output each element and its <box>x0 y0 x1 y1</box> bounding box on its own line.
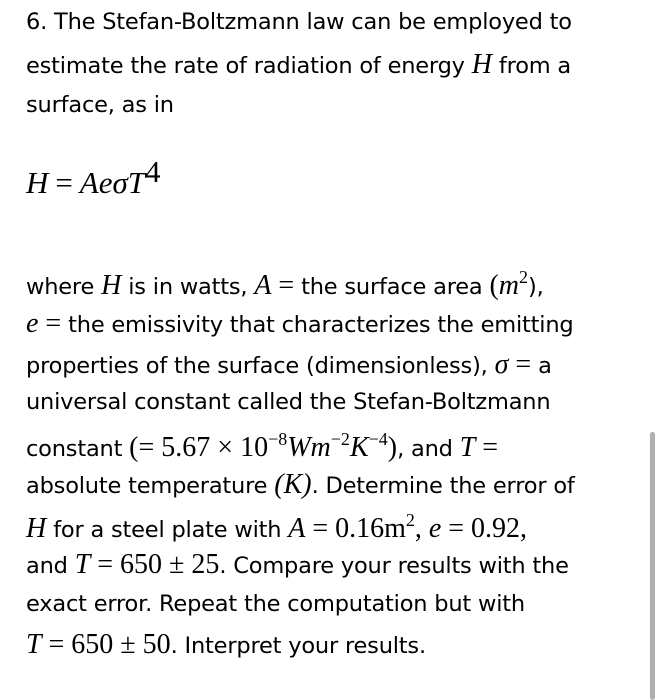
body-text: properties of the surface (dimensionless), <box>26 353 488 379</box>
body-line-4 <box>26 391 550 414</box>
body-line-5 <box>26 430 498 462</box>
body-line-10 <box>26 631 426 659</box>
intro-text: estimate the rate of radiation of energy <box>26 53 465 79</box>
body-text: . Interpret your results. <box>170 633 426 659</box>
equals-sign: = <box>45 308 62 339</box>
math-variable-sigma: σ <box>494 349 509 380</box>
exponent: 2 <box>405 510 415 530</box>
area-value: 0.16m <box>335 513 406 544</box>
equals-sign: = <box>515 349 532 380</box>
body-text: absolute temperature <box>26 473 268 499</box>
math-variable-a: A <box>288 513 306 544</box>
exponent: 4 <box>145 154 161 189</box>
body-text: , and <box>397 436 453 462</box>
body-text: a <box>538 353 552 379</box>
math-variable-e: e <box>26 308 39 339</box>
math-variable-t: T <box>74 549 91 580</box>
body-text: . Determine the error of <box>311 473 575 499</box>
math-variable-t: T <box>459 432 476 463</box>
intro-text: 6. The Stefan-Boltzmann law can be employed to <box>26 9 572 35</box>
equals-sign: = <box>482 432 499 463</box>
problem-line-3 <box>26 94 174 117</box>
body-line-1 <box>26 268 544 300</box>
paren: ) <box>387 432 398 463</box>
body-text: for a steel plate with <box>53 517 282 543</box>
body-line-9 <box>26 593 525 616</box>
body-text: universal constant called the Stefan-Boltzmann <box>26 389 551 415</box>
temperature-value-2: 650 ± 50 <box>71 629 171 660</box>
body-text: the emissivity that characterizes the emitting <box>68 312 574 338</box>
temperature-value-1: 650 ± 25 <box>119 549 220 580</box>
equals-sign: = <box>448 513 465 544</box>
equation-lhs: H <box>26 165 49 200</box>
problem-line-1 <box>26 11 572 34</box>
body-line-6 <box>26 471 575 499</box>
body-text: where <box>26 274 95 300</box>
body-line-8 <box>26 551 569 579</box>
intro-text: surface, as in <box>26 92 174 118</box>
equals-sign: = <box>55 165 73 200</box>
math-variable-h: H <box>471 49 492 80</box>
equals-sign: = <box>312 513 329 544</box>
problem-line-2 <box>26 51 571 79</box>
exponent: 2 <box>519 267 528 287</box>
unit-wm: Wm <box>287 432 331 463</box>
exponent: −4 <box>368 429 388 449</box>
math-variable-a: A <box>254 270 272 301</box>
math-variable-h: H <box>26 513 47 544</box>
body-text: the surface area <box>301 274 483 300</box>
exponent: −2 <box>330 429 350 449</box>
body-text: constant <box>26 436 123 462</box>
stefan-boltzmann-equation <box>26 156 161 198</box>
math-variable-e: e <box>428 513 442 544</box>
body-text: and <box>26 553 68 579</box>
constant-value: (= 5.67 × 10 <box>129 432 269 463</box>
equals-sign: = <box>97 549 114 580</box>
emissivity-value: 0.92, <box>470 513 527 544</box>
body-text: . Compare your results with the <box>219 553 569 579</box>
comma: , <box>414 513 422 544</box>
math-variable-h: H <box>101 270 122 301</box>
math-variable-t: T <box>26 629 42 660</box>
unit-k: K <box>349 432 369 463</box>
body-text: is in watts, <box>128 274 248 300</box>
body-line-7 <box>26 511 527 543</box>
exponent: −8 <box>268 429 288 449</box>
paren: ), <box>528 274 544 300</box>
body-line-3 <box>26 351 552 379</box>
paren: ( <box>489 270 499 301</box>
body-text: exact error. Repeat the computation but with <box>26 591 525 617</box>
math-kelvin: (K) <box>274 469 312 500</box>
equals-sign: = <box>278 270 295 301</box>
intro-text: from a <box>498 53 572 79</box>
math-variable-m: m <box>498 270 519 301</box>
equals-sign: = <box>48 629 65 660</box>
scrollbar[interactable] <box>650 432 655 700</box>
equation-rhs: AeσT <box>79 165 146 200</box>
body-line-2 <box>26 310 573 338</box>
